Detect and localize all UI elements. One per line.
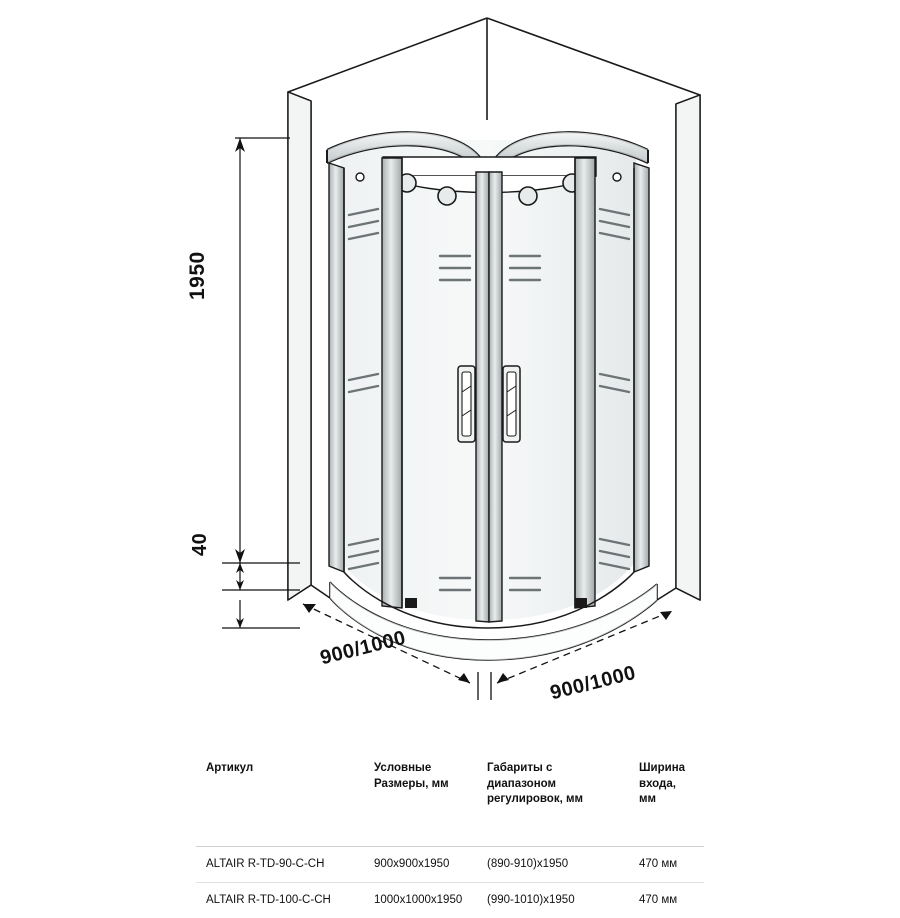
dimension-left-width-label: 900/1000: [318, 626, 409, 670]
cell-entry: 470 мм: [629, 847, 704, 883]
column-header-article: Артикул: [196, 752, 364, 847]
table-row: [196, 847, 704, 883]
dimension-right-width-label: 900/1000: [548, 661, 639, 705]
cell-entry: 470 мм: [639, 893, 678, 906]
cell-range: (890-910)x1950: [477, 847, 629, 883]
cell-article: ALTAIR R-TD-90-C-CH: [196, 847, 364, 883]
dimension-height-label: 1950: [186, 251, 209, 300]
column-header-entry: Ширина входа, мм: [629, 752, 704, 847]
column-header-range: Габариты с диапазоном регулировок, мм: [477, 752, 629, 847]
dimension-base-label: 40: [189, 532, 211, 556]
column-header-nominal: Условные Размеры, мм: [364, 752, 477, 847]
cell-nominal: 900x900x1950: [364, 847, 477, 883]
cell-nominal: 1000x1000x1950: [374, 893, 463, 906]
table-header-row: [196, 752, 704, 847]
specification-table: [196, 752, 704, 918]
cell-range: (990-1010)x1950: [487, 893, 575, 906]
cell-article: ALTAIR R-TD-100-C-CH: [206, 893, 331, 906]
table-row: [196, 882, 704, 917]
